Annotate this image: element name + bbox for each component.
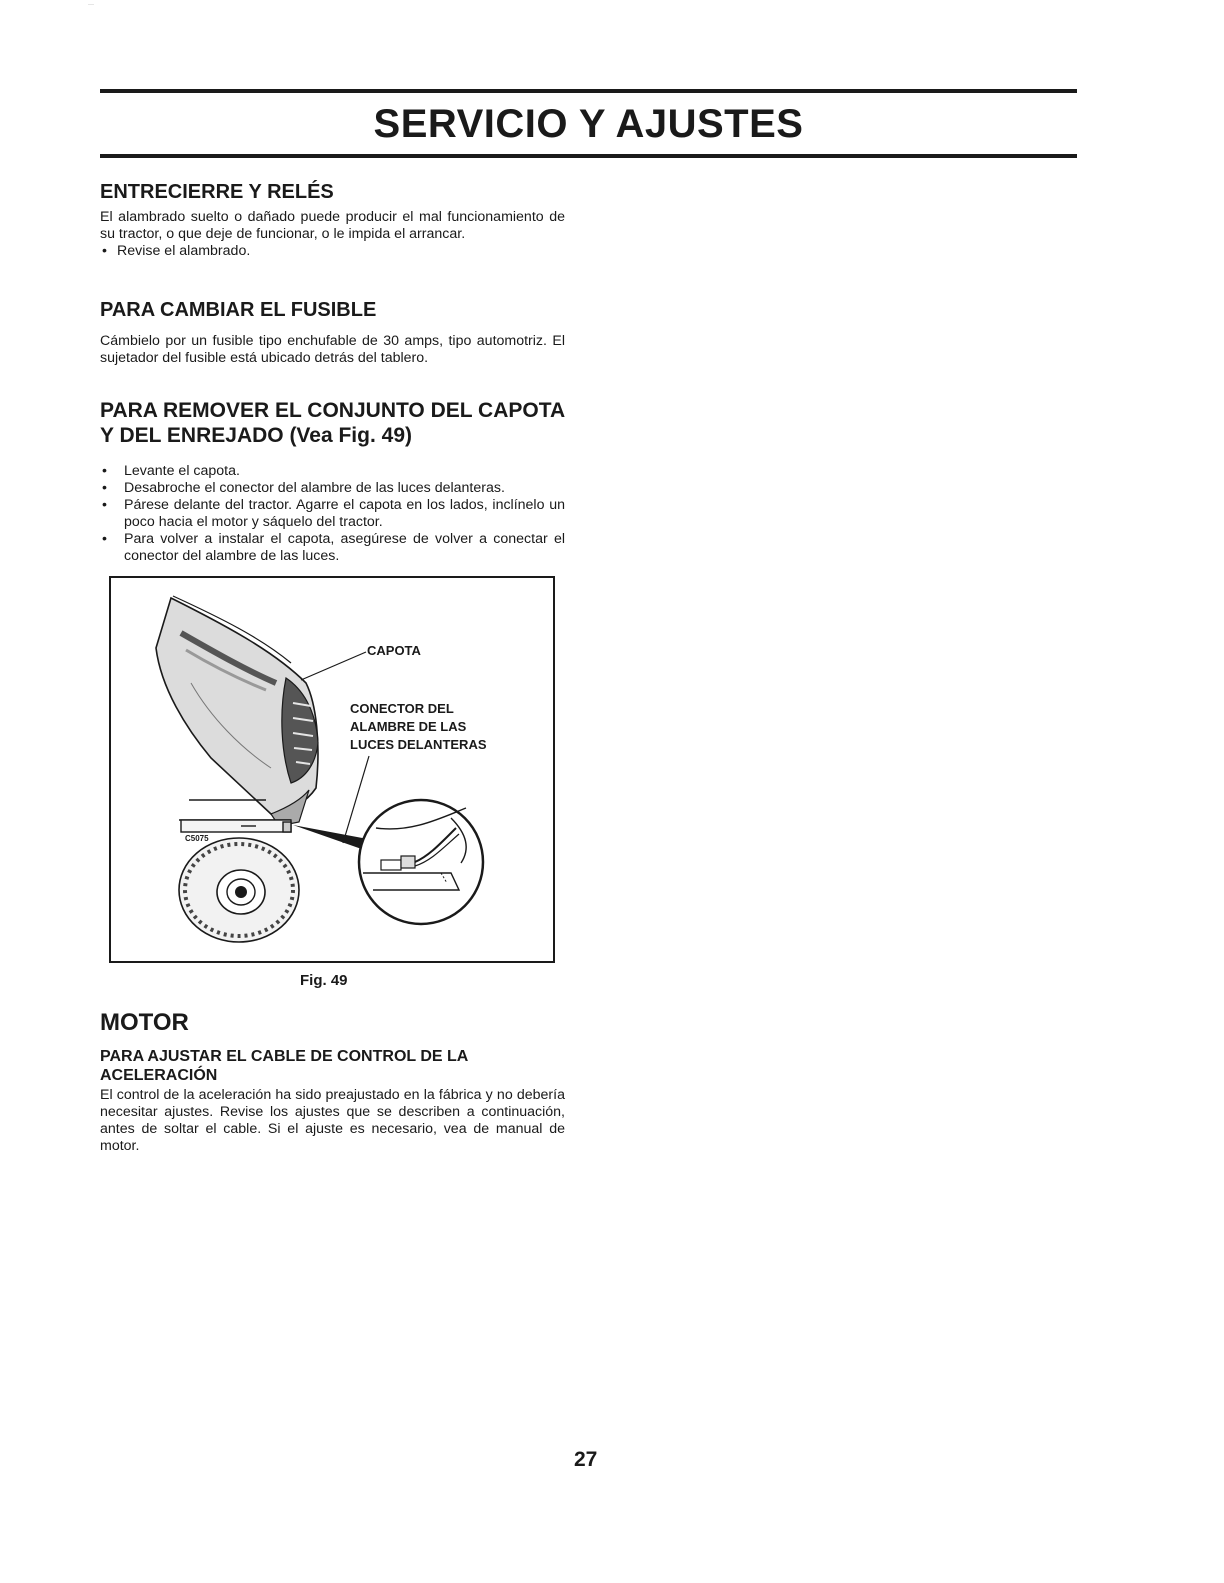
section-entrecierre [100,180,565,260]
section-body: El control de la aceleración ha sido preajustado en la fábrica y no debería necesitar ajustes. Revise los ajustes que se describen a continuación, antes de soltar el cable. Si el ajuste es necesario, vea de manual de motor. [100,1087,565,1154]
section-heading: ENTRECIERRE Y RELÉS [100,181,334,203]
header-rule-bottom [100,154,1077,158]
callout-capota: CAPOTA [367,643,421,658]
callout-connector [350,700,487,754]
list-item: • Revise el alambrado. [100,243,565,260]
section-capota [100,398,565,565]
section-body: El alambrado suelto o dañado puede producir el mal funcionamiento de su tractor, o que deje de funcionar, o le impida el arrancar. [100,209,565,242]
callout-line: CONECTOR DEL [350,701,454,716]
list-item: • Levante el capota. [100,463,565,480]
connector-detail [359,800,483,924]
section-heading: MOTOR [100,1009,189,1036]
front-wheel [179,838,299,942]
section-body: Cámbielo por un fusible tipo enchufable de 30 amps, tipo automotriz. El sujetador del fusible está ubicado detrás del tablero. [100,333,565,366]
part-code: C5075 [185,834,209,843]
page-title: SERVICIO Y AJUSTES [373,102,804,146]
hood-illustration [111,578,553,961]
section-motor [100,1009,565,1155]
section-heading: PARA CAMBIAR EL FUSIBLE [100,299,377,321]
figure-49 [109,576,555,963]
section-heading: PARA REMOVER EL CONJUNTO DEL CAPOTA Y DEL ENREJADO (Vea Fig. 49) [100,399,565,447]
header-rule-top [100,89,1077,93]
section-subheading: PARA AJUSTAR EL CABLE DE CONTROL DE LA ACELERACIÓN [100,1048,468,1084]
list-item: • Para volver a instalar el capota, asegúrese de volver a conectar el conector del alambre de las luces. [100,531,565,565]
bullet-list [100,463,565,565]
scan-speck: ··· [88,2,94,8]
callout-line: LUCES DELANTERAS [350,737,487,752]
figure-caption: Fig. 49 [300,972,348,989]
section-fusible [100,298,565,367]
list-item: • Párese delante del tractor. Agarre el capota en los lados, inclínelo un poco hacia el motor y sáquelo del tractor. [100,497,565,531]
list-item: • Desabroche el conector del alambre de las luces delanteras. [100,480,565,497]
callout-line: ALAMBRE DE LAS [350,719,467,734]
bullet-list [100,243,565,260]
page-number: 27 [574,1448,598,1471]
